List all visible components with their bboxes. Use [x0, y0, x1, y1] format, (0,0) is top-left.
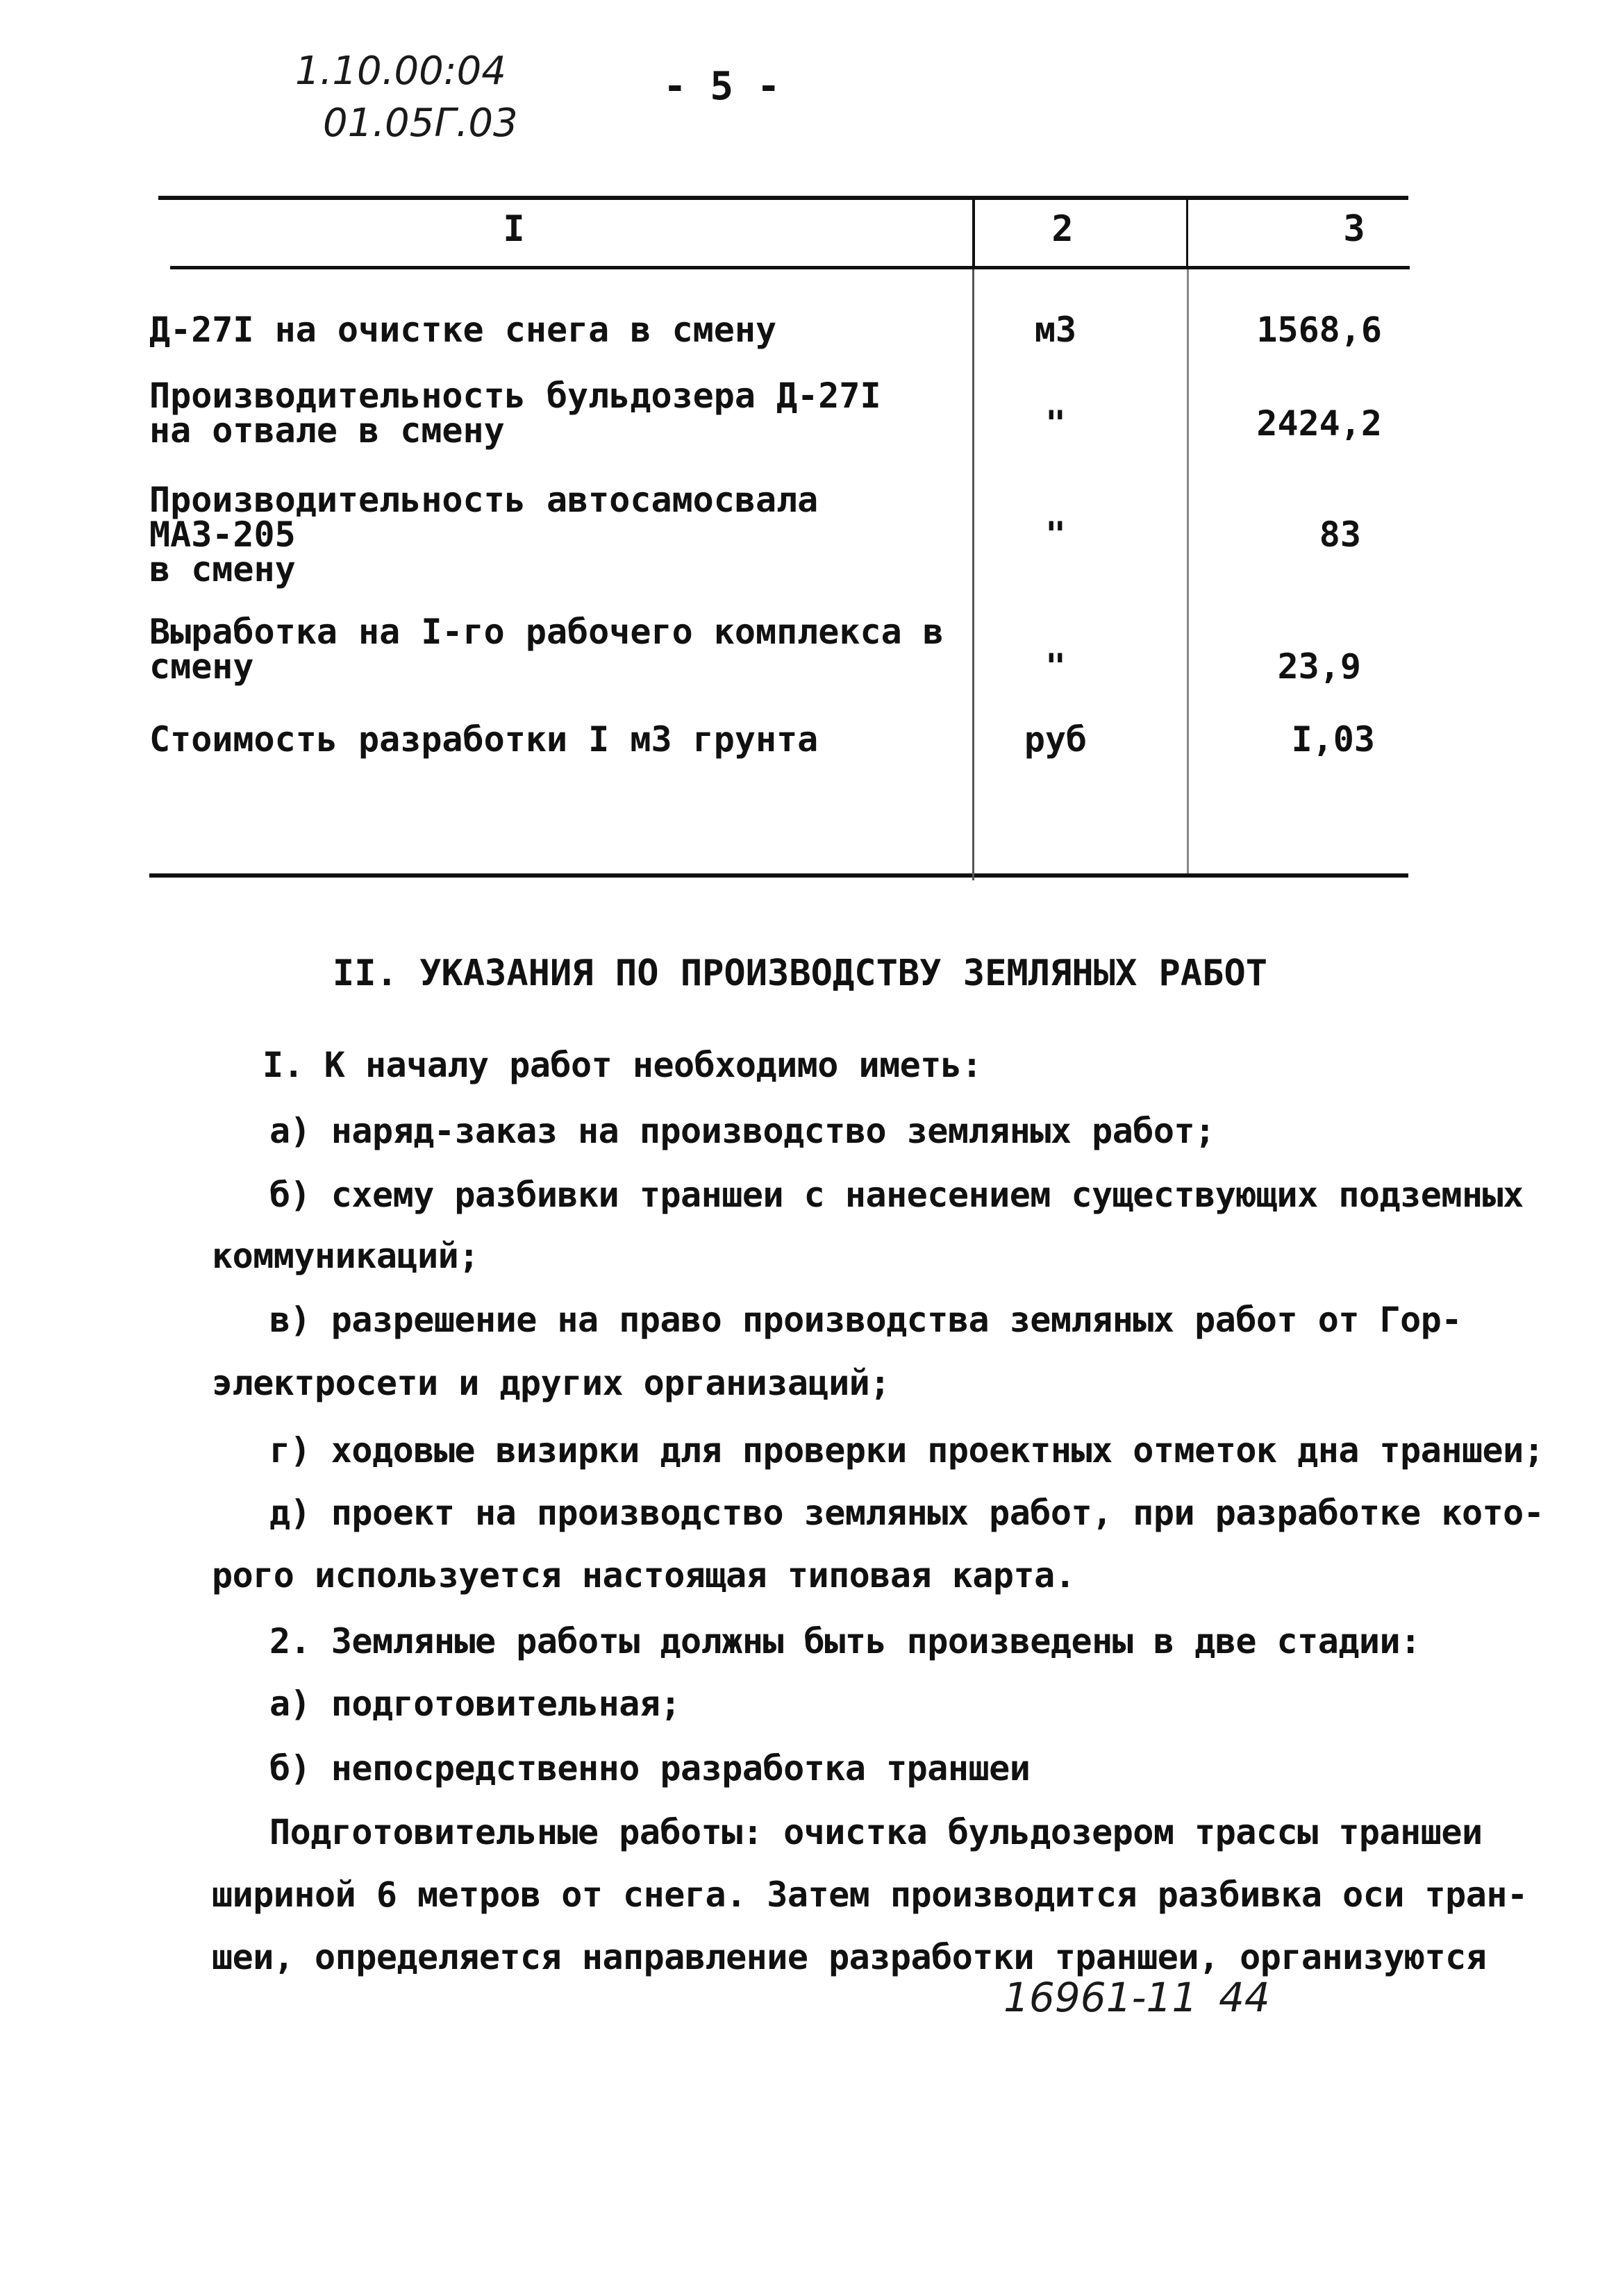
body-line: электросети и других организаций; — [212, 1363, 890, 1403]
handwritten-footer-page: 44 — [1219, 1974, 1270, 2021]
table-row-value: 83 — [1319, 514, 1361, 555]
table-header-col2: 2 — [1051, 208, 1074, 250]
body-line: б) схему разбивки траншеи с нанесением существующих подземных — [269, 1175, 1524, 1215]
table-column-divider-1-body — [972, 269, 974, 880]
document-code-line2: 01.05Г.03 — [323, 101, 518, 146]
table-row-value: 23,9 — [1277, 646, 1361, 687]
body-line: б) непосредственно разработка траншеи — [269, 1748, 1031, 1788]
table-row-unit: " — [1044, 514, 1067, 555]
table-row-unit: руб — [1024, 719, 1088, 760]
table-column-divider-2-body — [1187, 269, 1189, 873]
body-line: шеи, определяется направление разработки траншеи, организуются — [212, 1937, 1487, 1977]
section-heading: II. УКАЗАНИЯ ПО ПРОИЗВОДСТВУ ЗЕМЛЯНЫХ РАБОТ — [332, 953, 1268, 994]
table-row-label: Производительность автосамосвала МАЗ-205 в смену — [149, 480, 819, 589]
table-row-value: 2424,2 — [1256, 403, 1382, 444]
table-column-divider-1 — [972, 198, 975, 266]
table-bottom-rule — [149, 873, 1408, 878]
table-row-label: Производительность бульдозера Д-27I на отвале в смену — [149, 376, 881, 451]
table-row-value: 1568,6 — [1256, 310, 1382, 350]
body-line: Подготовительные работы: очистка бульдозером трассы траншеи — [269, 1812, 1483, 1852]
body-line: д) проект на производство земляных работ, при разработке кото- — [269, 1493, 1544, 1533]
table-header-col1: I — [503, 208, 525, 250]
body-line: коммуникаций; — [212, 1236, 479, 1276]
table-row-unit: м3 — [1034, 310, 1077, 350]
body-line: а) подготовительная; — [269, 1684, 681, 1724]
table-row-label: Стоимость разработки I м3 грунта — [149, 719, 819, 760]
table-row-value: I,03 — [1291, 719, 1375, 760]
body-line: г) ходовые визирки для проверки проектных отметок дна траншеи; — [269, 1430, 1544, 1470]
document-code-line1: 1.10.00:04 — [295, 49, 506, 94]
table-header-rule — [170, 266, 1410, 269]
body-line: рого используется настоящая типовая карта. — [212, 1555, 1076, 1595]
handwritten-footer-number: 16961-11 — [1003, 1974, 1198, 2021]
body-line: в) разрешение на право производства земляных работ от Гор- — [269, 1300, 1462, 1340]
body-line: а) наряд-заказ на производство земляных работ; — [269, 1111, 1215, 1151]
page-number: - 5 - — [663, 64, 781, 109]
body-line: 2. Земляные работы должны быть произведены в две стадии: — [269, 1621, 1421, 1661]
table-row-unit: " — [1044, 403, 1067, 444]
body-line: I. К началу работ необходимо иметь: — [262, 1045, 983, 1085]
table-column-divider-2 — [1186, 198, 1188, 267]
table-header-col3: 3 — [1343, 208, 1365, 250]
table-row-label: Д-27I на очистке снега в смену — [149, 310, 777, 350]
table-top-rule — [158, 196, 1408, 200]
table-row-unit: " — [1044, 646, 1067, 687]
body-line: шириной 6 метров от снега. Затем производится разбивка оси тран- — [212, 1875, 1528, 1915]
table-row-label: Выработка на I-го рабочего комплекса в смену — [149, 612, 944, 687]
